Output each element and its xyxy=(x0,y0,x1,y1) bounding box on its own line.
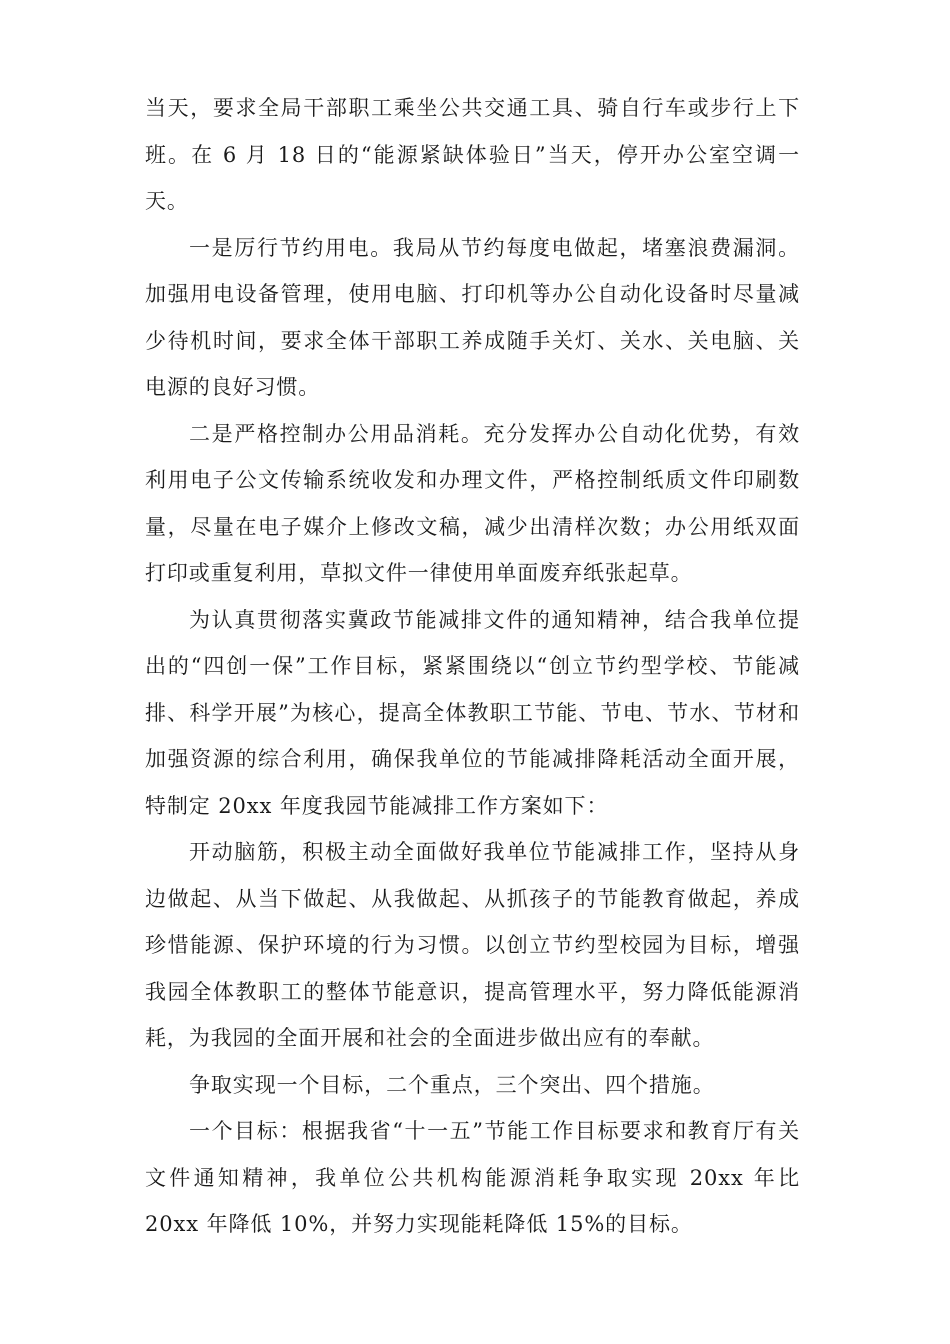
paragraph-6: 争取实现一个目标，二个重点，三个突出、四个措施。 xyxy=(189,1072,715,1097)
paragraph-5: 开动脑筋，积极主动全面做好我单位节能减排工作，坚持从身边做起、从当下做起、从我做起、从抓孩子的节能教育做起，养成珍惜能源、保护环境的行为习惯。以创立节约型校园为目标，增强我园全体教职工的整体节能意识，提高管理水平，努力降低能源消耗，为我园的全面开展和社会的全面进步做出应有的奉献。 xyxy=(145,840,800,1050)
paragraph-3: 二是严格控制办公用品消耗。充分发挥办公自动化优势，有效利用电子公文传输系统收发和办理文件，严格控制纸质文件印刷数量，尽量在电子媒介上修改文稿，减少出清样次数；办公用纸双面打印或重复利用，草拟文件一律使用单面废弃纸张起草。 xyxy=(145,421,800,585)
paragraph-2: 一是厉行节约用电。我局从节约每度电做起，堵塞浪费漏洞。加强用电设备管理，使用电脑、打印机等办公自动化设备时尽量减少待机时间，要求全体干部职工养成随手关灯、关水、关电脑、关电源的良好习惯。 xyxy=(145,235,800,399)
paragraph-7: 一个目标：根据我省“十一五”节能工作目标要求和教育厅有关文件通知精神，我单位公共机构能源消耗争取实现 20xx 年比 20xx 年降低 10%，并努力实现能耗降低 15%的目标。 xyxy=(145,1119,800,1236)
document-body xyxy=(145,85,800,1248)
paragraph-1: 当天，要求全局干部职工乘坐公共交通工具、骑自行车或步行上下班。在 6 月 18 日的“能源紧缺体验日”当天，停开办公室空调一天。 xyxy=(145,96,800,213)
paragraph-4: 为认真贯彻落实冀政节能减排文件的通知精神，结合我单位提出的“四创一保”工作目标，紧紧围绕以“创立节约型学校、节能减排、科学开展”为核心，提高全体教职工节能、节电、节水、节材和加强资源的综合利用，确保我单位的节能减排降耗活动全面开展，特制定 20xx 年度我园节能减排工作方案如下： xyxy=(145,607,800,818)
